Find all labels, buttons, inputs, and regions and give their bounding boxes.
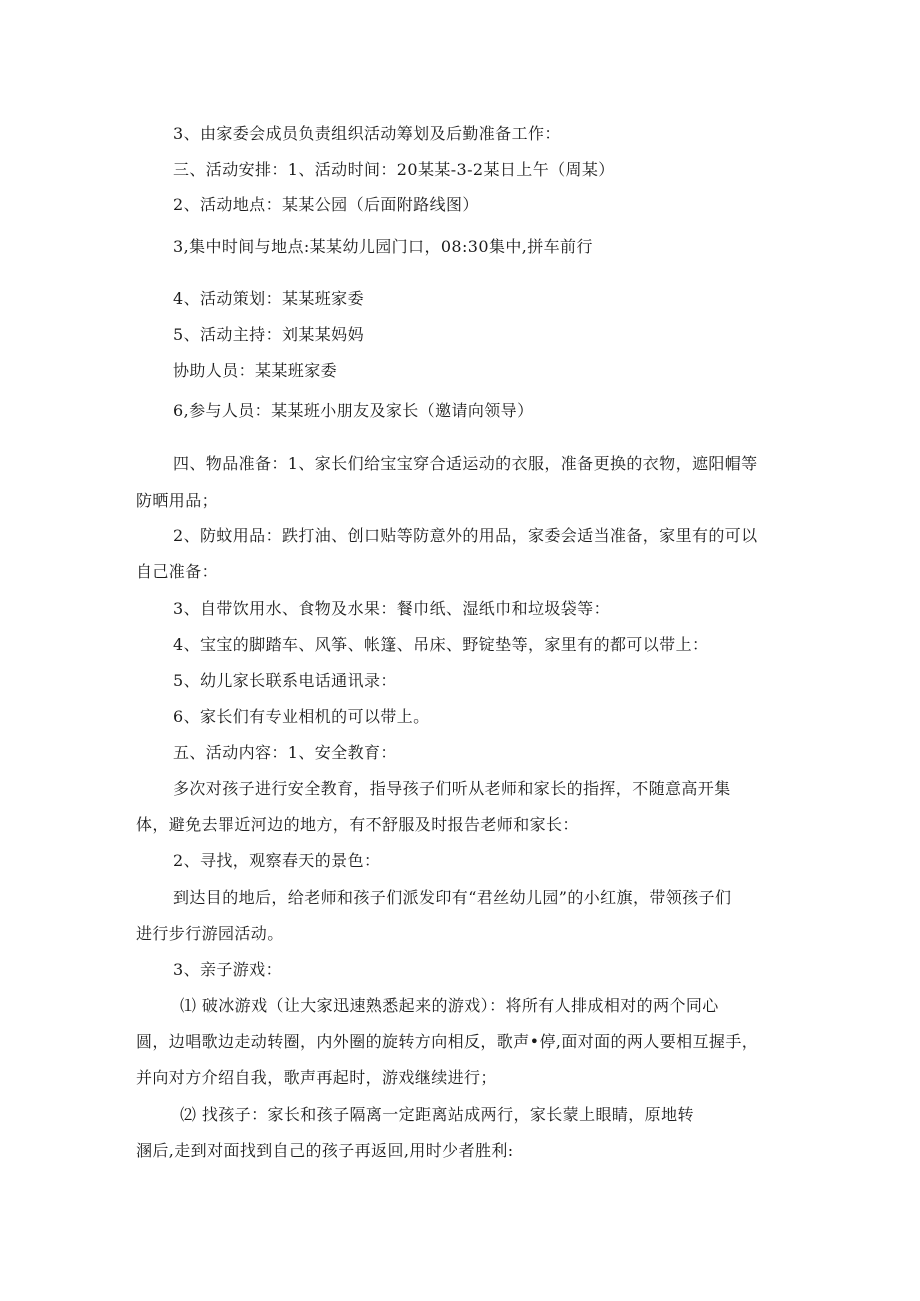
text-line: ⑴ 破冰游戏（让大家迅速熟悉起来的游戏）：将所有人排成相对的两个同心	[180, 996, 719, 1015]
text-line: 4、活动策划：某某班家委	[173, 289, 364, 308]
text-line: 防晒用品；	[136, 491, 219, 510]
text-line: 体，避免去罪近河边的地方，有不舒服及时报告老师和家长：	[136, 815, 579, 834]
text-line: 6,参与人员：某某班小朋友及家长（邀请向领导）	[173, 401, 534, 420]
text-line: 自己准备：	[136, 562, 219, 581]
text-line: 圆，边唱歌边走动转圈，内外圈的旋转方向相反，歌声•停,面对面的两人要相互握手，	[136, 1032, 759, 1051]
text-line: 到达目的地后，给老师和孩子们派发印有“君丝幼儿园”的小红旗，带领孩子们	[173, 888, 732, 907]
text-line: 五、活动内容：1、安全教育：	[173, 743, 397, 762]
text-line: 并向对方介绍自我，歌声再起时，游戏继续进行；	[136, 1068, 497, 1087]
text-line: 2、寻找，观察春天的景色：	[173, 851, 381, 870]
text-line: 3、由家委会成员负责组织活动筹划及后勤准备工作：	[173, 124, 561, 143]
text-line: 协助人员：某某班家委	[173, 361, 338, 380]
text-line: 2、活动地点：某某公园（后面附路线图）	[173, 195, 479, 214]
text-line: 5、幼儿家长联系电话通讯录：	[173, 671, 397, 690]
text-line: 3,集中时间与地点:某某幼儿园门口，08:30集中,拼车前行	[173, 237, 593, 256]
text-line: 多次对孩子进行安全教育，指导孩子们听从老师和家长的指挥，不随意高开集	[173, 779, 731, 798]
text-line: 6、家长们有专业相机的可以带上。	[173, 707, 430, 726]
text-line: ⑵ 找孩子：家长和孩子隔离一定距离站成两行，家长蒙上眼睛，原地转	[180, 1105, 694, 1124]
text-line: 3、亲子游戏：	[173, 960, 282, 979]
text-line: 三、活动安排：1、活动时间：20某某-3-2某日上午（周某）	[173, 160, 615, 179]
text-line: 3、自带饮用水、食物及水果：餐巾纸、湿纸巾和垃圾袋等：	[173, 599, 610, 618]
text-line: 溷后,走到对面找到自己的孩子再返回,用时少者胜利:	[136, 1141, 514, 1160]
text-line: 进行步行游园活动。	[136, 924, 284, 943]
text-line: 四、物品准备：1、家长们给宝宝穿合适运动的衣服，准备更换的衣物，遮阳帽等	[173, 454, 758, 473]
text-line: 2、防蚊用品：跌打油、创口贴等防意外的用品，家委会适当准备，家里有的可以	[173, 526, 758, 545]
text-line: 4、宝宝的脚踏车、风筝、帐篷、吊床、野锭垫等，家里有的都可以带上：	[173, 635, 709, 654]
text-line: 5、活动主持：刘某某妈妈	[173, 325, 364, 344]
